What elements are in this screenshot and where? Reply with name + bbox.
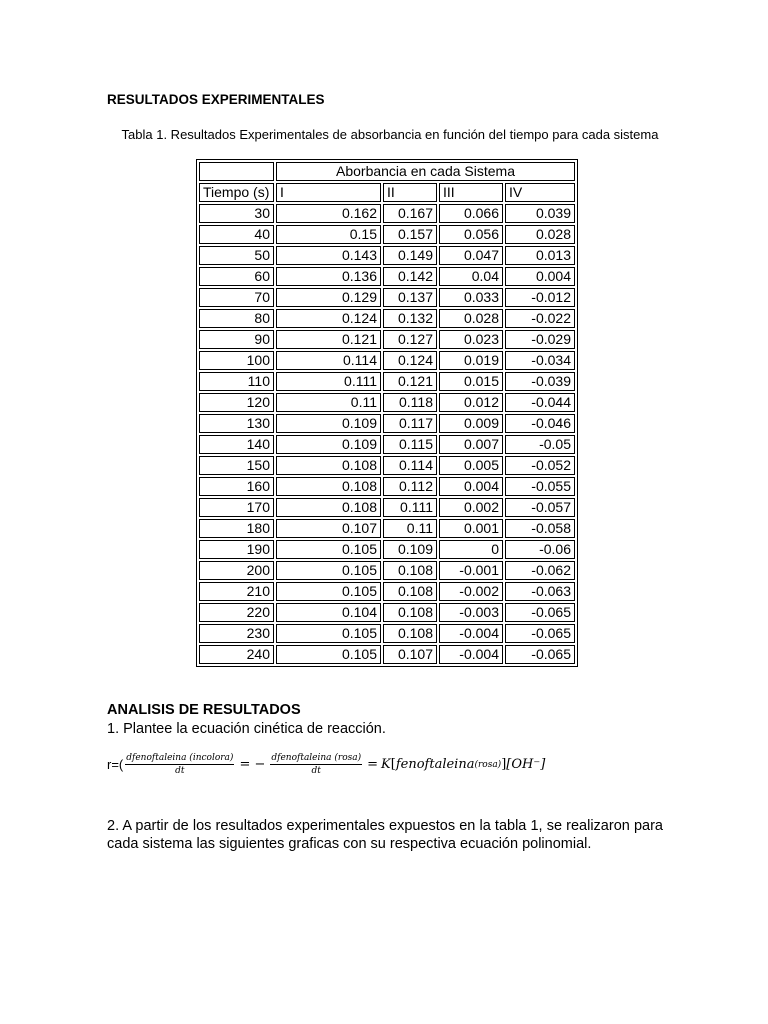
cell-system-2: 0.111: [383, 498, 437, 517]
equation-bracket-close: ]: [501, 757, 507, 772]
cell-system-3: 0.04: [439, 267, 503, 286]
cell-time: 110: [199, 372, 274, 391]
cell-time: 210: [199, 582, 274, 601]
cell-system-1: 0.109: [276, 435, 381, 454]
table-row: [199, 288, 575, 307]
table-row: [199, 330, 575, 349]
table-row: [199, 435, 575, 454]
cell-time: 190: [199, 540, 274, 559]
cell-system-1: 0.108: [276, 456, 381, 475]
cell-system-4: 0.039: [505, 204, 575, 223]
cell-time: 80: [199, 309, 274, 328]
cell-system-4: -0.022: [505, 309, 575, 328]
cell-system-3: -0.001: [439, 561, 503, 580]
equation-species-subscript: (rosa): [474, 759, 502, 770]
cell-system-3: 0.047: [439, 246, 503, 265]
table-row: [199, 309, 575, 328]
cell-system-3: 0.066: [439, 204, 503, 223]
table-row: [199, 246, 575, 265]
fraction-1-denominator: dt: [175, 766, 185, 776]
cell-time: 180: [199, 519, 274, 538]
cell-time: 240: [199, 645, 274, 664]
cell-time: 140: [199, 435, 274, 454]
cell-system-1: 0.105: [276, 645, 381, 664]
cell-system-2: 0.109: [383, 540, 437, 559]
absorbance-table: [196, 159, 578, 667]
cell-system-4: -0.05: [505, 435, 575, 454]
cell-system-4: -0.046: [505, 414, 575, 433]
equation-hydroxide: [OH⁻]: [506, 757, 546, 772]
table-body: [199, 204, 575, 664]
cell-time: 100: [199, 351, 274, 370]
table-row: [199, 351, 575, 370]
table-row: [199, 624, 575, 643]
equation-rate-constant: K: [381, 757, 391, 772]
cell-system-1: 0.143: [276, 246, 381, 265]
column-header-system-4: IV: [505, 183, 575, 202]
cell-system-4: 0.013: [505, 246, 575, 265]
cell-system-2: 0.108: [383, 603, 437, 622]
cell-system-4: -0.055: [505, 477, 575, 496]
cell-system-4: -0.063: [505, 582, 575, 601]
table-row: [199, 456, 575, 475]
cell-system-2: 0.11: [383, 519, 437, 538]
cell-system-4: -0.012: [505, 288, 575, 307]
cell-system-3: 0.023: [439, 330, 503, 349]
section-title-resultados: RESULTADOS EXPERIMENTALES: [107, 92, 325, 107]
cell-system-1: 0.114: [276, 351, 381, 370]
cell-system-3: -0.004: [439, 624, 503, 643]
cell-system-2: 0.167: [383, 204, 437, 223]
column-header-system-3: III: [439, 183, 503, 202]
table-group-header-row: [199, 162, 575, 181]
cell-system-3: 0.007: [439, 435, 503, 454]
table-corner-cell: [199, 162, 274, 181]
cell-system-3: 0.056: [439, 225, 503, 244]
cell-time: 160: [199, 477, 274, 496]
cell-system-3: -0.004: [439, 645, 503, 664]
cell-system-1: 0.124: [276, 309, 381, 328]
column-header-time: Tiempo (s): [199, 183, 274, 202]
cell-system-3: 0.001: [439, 519, 503, 538]
cell-system-4: -0.065: [505, 645, 575, 664]
cell-system-2: 0.121: [383, 372, 437, 391]
cell-system-2: 0.107: [383, 645, 437, 664]
cell-system-4: -0.062: [505, 561, 575, 580]
equation-species: fenoftaleina: [395, 757, 475, 772]
cell-system-2: 0.127: [383, 330, 437, 349]
table-column-header-row: [199, 183, 575, 202]
cell-time: 220: [199, 603, 274, 622]
cell-time: 150: [199, 456, 274, 475]
cell-system-1: 0.136: [276, 267, 381, 286]
cell-system-1: 0.109: [276, 414, 381, 433]
table-row: [199, 540, 575, 559]
rate-equation: [107, 753, 545, 776]
cell-system-2: 0.117: [383, 414, 437, 433]
cell-system-4: -0.029: [505, 330, 575, 349]
cell-system-3: 0.012: [439, 393, 503, 412]
cell-system-4: -0.065: [505, 603, 575, 622]
cell-system-2: 0.108: [383, 582, 437, 601]
cell-system-2: 0.142: [383, 267, 437, 286]
table-row: [199, 267, 575, 286]
cell-system-2: 0.108: [383, 561, 437, 580]
cell-system-1: 0.129: [276, 288, 381, 307]
cell-system-4: -0.065: [505, 624, 575, 643]
cell-time: 40: [199, 225, 274, 244]
cell-system-2: 0.115: [383, 435, 437, 454]
cell-system-1: 0.121: [276, 330, 381, 349]
cell-system-4: -0.057: [505, 498, 575, 517]
cell-system-2: 0.114: [383, 456, 437, 475]
cell-system-2: 0.137: [383, 288, 437, 307]
cell-system-1: 0.105: [276, 540, 381, 559]
cell-system-2: 0.124: [383, 351, 437, 370]
cell-system-4: -0.058: [505, 519, 575, 538]
fraction-2-numerator: dfenoftaleina (rosa): [271, 753, 362, 763]
cell-time: 120: [199, 393, 274, 412]
cell-time: 230: [199, 624, 274, 643]
table-group-header: Aborbancia en cada Sistema: [276, 162, 575, 181]
cell-time: 70: [199, 288, 274, 307]
cell-system-1: 0.111: [276, 372, 381, 391]
cell-time: 200: [199, 561, 274, 580]
cell-system-4: 0.028: [505, 225, 575, 244]
cell-system-2: 0.157: [383, 225, 437, 244]
table-row: [199, 372, 575, 391]
cell-system-1: 0.105: [276, 624, 381, 643]
cell-system-4: -0.052: [505, 456, 575, 475]
cell-time: 50: [199, 246, 274, 265]
cell-system-3: 0.028: [439, 309, 503, 328]
equation-equals: =: [367, 757, 379, 772]
cell-system-3: 0.033: [439, 288, 503, 307]
table-row: [199, 582, 575, 601]
column-header-system-2: II: [383, 183, 437, 202]
cell-system-1: 0.107: [276, 519, 381, 538]
column-header-system-1: I: [276, 183, 381, 202]
cell-system-3: 0.005: [439, 456, 503, 475]
cell-system-1: 0.105: [276, 561, 381, 580]
cell-time: 90: [199, 330, 274, 349]
table-row: [199, 225, 575, 244]
cell-system-1: 0.105: [276, 582, 381, 601]
cell-system-3: 0: [439, 540, 503, 559]
question-2: 2. A partir de los resultados experimentales expuestos en la tabla 1, se realizaron para cada sistema las siguientes graficas con su respectiva ecuación polinomial.: [107, 818, 663, 852]
cell-system-3: -0.002: [439, 582, 503, 601]
table-row: [199, 498, 575, 517]
cell-system-2: 0.112: [383, 477, 437, 496]
cell-system-1: 0.11: [276, 393, 381, 412]
cell-system-3: 0.015: [439, 372, 503, 391]
cell-system-3: -0.003: [439, 603, 503, 622]
question-1: 1. Plantee la ecuación cinética de reacción.: [107, 721, 386, 737]
fraction-2-denominator: dt: [311, 766, 321, 776]
table-row: [199, 561, 575, 580]
cell-system-1: 0.15: [276, 225, 381, 244]
table-row: [199, 204, 575, 223]
table-row: [199, 603, 575, 622]
equation-prefix: r=(: [107, 757, 124, 772]
cell-system-2: 0.108: [383, 624, 437, 643]
cell-system-1: 0.162: [276, 204, 381, 223]
equation-fraction-incolora: [125, 753, 234, 776]
cell-system-4: -0.034: [505, 351, 575, 370]
cell-system-1: 0.108: [276, 498, 381, 517]
equation-fraction-rosa: [270, 753, 362, 776]
cell-system-4: -0.039: [505, 372, 575, 391]
cell-time: 130: [199, 414, 274, 433]
cell-time: 60: [199, 267, 274, 286]
section-title-analisis: ANALISIS DE RESULTADOS: [107, 702, 301, 718]
equation-bracket-open: [: [390, 757, 396, 772]
cell-system-1: 0.104: [276, 603, 381, 622]
equation-equals-minus: = −: [239, 757, 266, 772]
cell-system-3: 0.019: [439, 351, 503, 370]
fraction-1-numerator: dfenoftaleina (incolora): [126, 753, 234, 763]
cell-time: 30: [199, 204, 274, 223]
table-row: [199, 414, 575, 433]
table-row: [199, 393, 575, 412]
cell-time: 170: [199, 498, 274, 517]
cell-system-3: 0.009: [439, 414, 503, 433]
table-row: [199, 519, 575, 538]
cell-system-3: 0.004: [439, 477, 503, 496]
table-row: [199, 477, 575, 496]
cell-system-4: -0.06: [505, 540, 575, 559]
cell-system-2: 0.149: [383, 246, 437, 265]
cell-system-2: 0.118: [383, 393, 437, 412]
cell-system-3: 0.002: [439, 498, 503, 517]
cell-system-2: 0.132: [383, 309, 437, 328]
cell-system-1: 0.108: [276, 477, 381, 496]
table-caption: Tabla 1. Resultados Experimentales de absorbancia en función del tiempo para cada sistema: [121, 127, 659, 142]
cell-system-4: -0.044: [505, 393, 575, 412]
cell-system-4: 0.004: [505, 267, 575, 286]
table-row: [199, 645, 575, 664]
